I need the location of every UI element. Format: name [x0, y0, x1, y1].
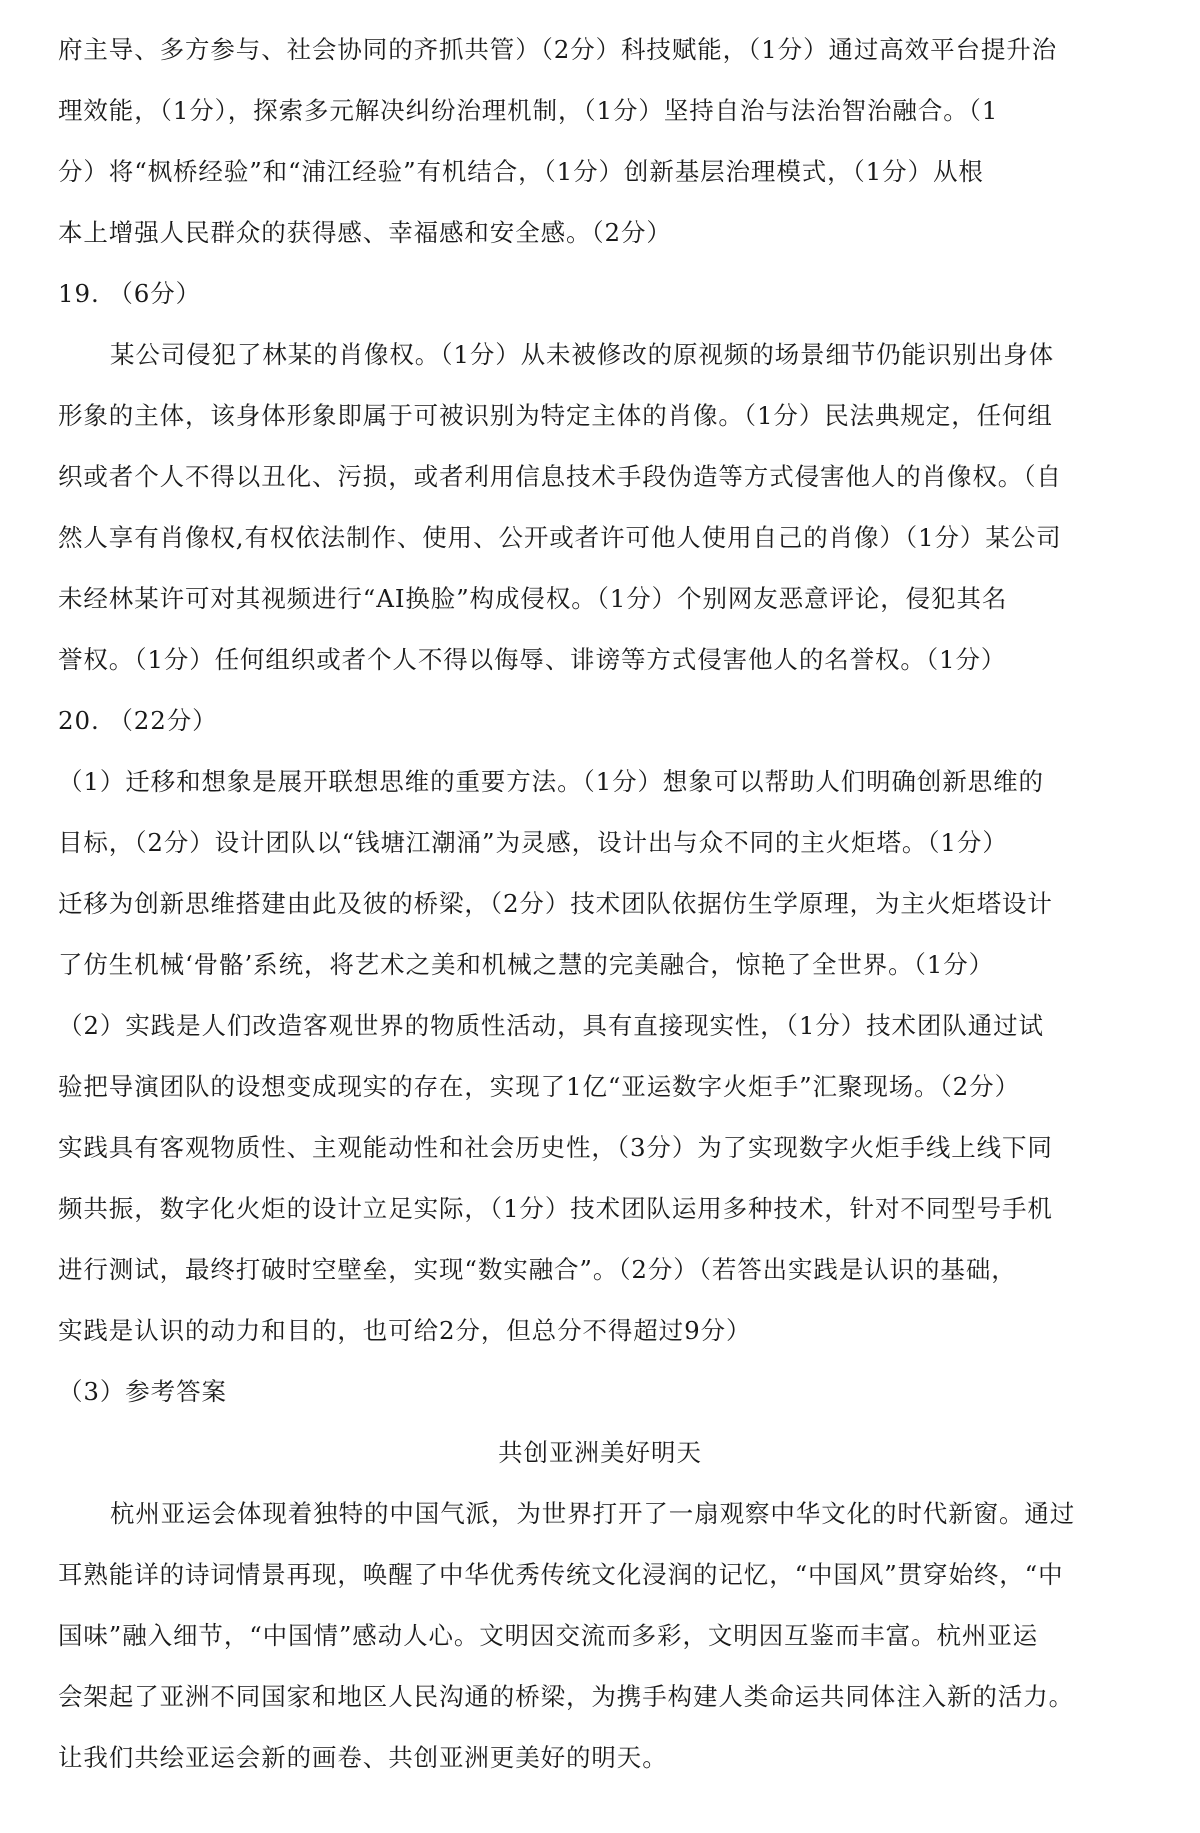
- answer-19-line-2: 形象的主体，该身体形象即属于可被识别为特定主体的肖像。（1分）民法典规定，任何组: [58, 401, 1053, 430]
- answer-19-line-1: 某公司侵犯了林某的肖像权。（1分）从未被修改的原视频的场景细节仍能识别出身体: [110, 340, 1055, 369]
- answer-20-part2-line-5: 进行测试，最终打破时空壁垒，实现“数实融合”。（2分）（若答出实践是认识的基础，: [58, 1255, 1017, 1284]
- answer-20-part2-line-4: 频共振，数字化火炬的设计立足实际，（1分）技术团队运用多种技术，针对不同型号手机: [58, 1194, 1053, 1223]
- essay-line-2: 耳熟能详的诗词情景再现，唤醒了中华优秀传统文化浸润的记忆，“中国风”贯穿始终，“中: [58, 1560, 1064, 1589]
- answer-20-part2-line-3: 实践具有客观物质性、主观能动性和社会历史性，（3分）为了实现数字火炬手线上线下同: [58, 1133, 1053, 1162]
- essay-line-5: 让我们共绘亚运会新的画卷、共创亚洲更美好的明天。: [58, 1743, 668, 1772]
- essay-title: 共创亚洲美好明天: [498, 1438, 702, 1467]
- question-19-heading: 19. （6分）: [58, 279, 202, 308]
- essay-line-3: 国味”融入细节，“中国情”感动人心。文明因交流而多彩，文明因互鉴而丰富。杭州亚运: [58, 1621, 1039, 1650]
- answer-19-line-4: 然人享有肖像权,有权依法制作、使用、公开或者许可他人使用自己的肖像）（1分）某公司: [58, 523, 1062, 552]
- essay-line-4: 会架起了亚洲不同国家和地区人民沟通的桥梁，为携手构建人类命运共同体注入新的活力。: [58, 1682, 1074, 1711]
- answer-20-part2-line-1: （2）实践是人们改造客观世界的物质性活动，具有直接现实性，（1分）技术团队通过试: [58, 1011, 1044, 1040]
- answer-18-line-2: 理效能，（1分），探索多元解决纠纷治理机制，（1分）坚持自治与法治智治融合。（1: [58, 96, 999, 125]
- answer-18-line-1: 府主导、多方参与、社会协同的齐抓共管）（2分）科技赋能，（1分）通过高效平台提升治: [58, 35, 1058, 64]
- answer-20-part2-line-6: 实践是认识的动力和目的，也可给2分，但总分不得超过9分）: [58, 1316, 752, 1345]
- answer-20-part1-line-3: 迁移为创新思维搭建由此及彼的桥梁，（2分）技术团队依据仿生学原理，为主火炬塔设计: [58, 889, 1053, 918]
- answer-19-line-6: 誉权。（1分）任何组织或者个人不得以侮辱、诽谤等方式侵害他人的名誉权。（1分）: [58, 645, 1007, 674]
- essay-line-1: 杭州亚运会体现着独特的中国气派，为世界打开了一扇观察中华文化的时代新窗。通过: [110, 1499, 1076, 1528]
- answer-18-line-3: 分）将“枫桥经验”和“浦江经验”有机结合，（1分）创新基层治理模式，（1分）从根: [58, 157, 984, 186]
- answer-20-part3-heading: （3）参考答案: [58, 1377, 227, 1406]
- answer-19-line-3: 织或者个人不得以丑化、污损，或者利用信息技术手段伪造等方式侵害他人的肖像权。（自: [58, 462, 1062, 491]
- answer-18-line-4: 本上增强人民群众的获得感、幸福感和安全感。（2分）: [58, 218, 672, 247]
- answer-19-line-5: 未经林某许可对其视频进行“AI换脸”构成侵权。（1分）个别网友恶意评论，侵犯其名: [58, 584, 1008, 613]
- answer-20-part1-line-2: 目标，（2分）设计团队以“钱塘江潮涌”为灵感，设计出与众不同的主火炬塔。（1分）: [58, 828, 1008, 857]
- answer-20-part2-line-2: 验把导演团队的设想变成现实的存在，实现了1亿“亚运数字火炬手”汇聚现场。（2分）: [58, 1072, 1020, 1101]
- answer-20-part1-line-1: （1）迁移和想象是展开联想思维的重要方法。（1分）想象可以帮助人们明确创新思维的: [58, 767, 1044, 796]
- question-20-heading: 20. （22分）: [58, 706, 218, 735]
- answer-20-part1-line-4: 了仿生机械‘骨骼’系统，将艺术之美和机械之慧的完美融合，惊艳了全世界。（1分）: [58, 950, 995, 979]
